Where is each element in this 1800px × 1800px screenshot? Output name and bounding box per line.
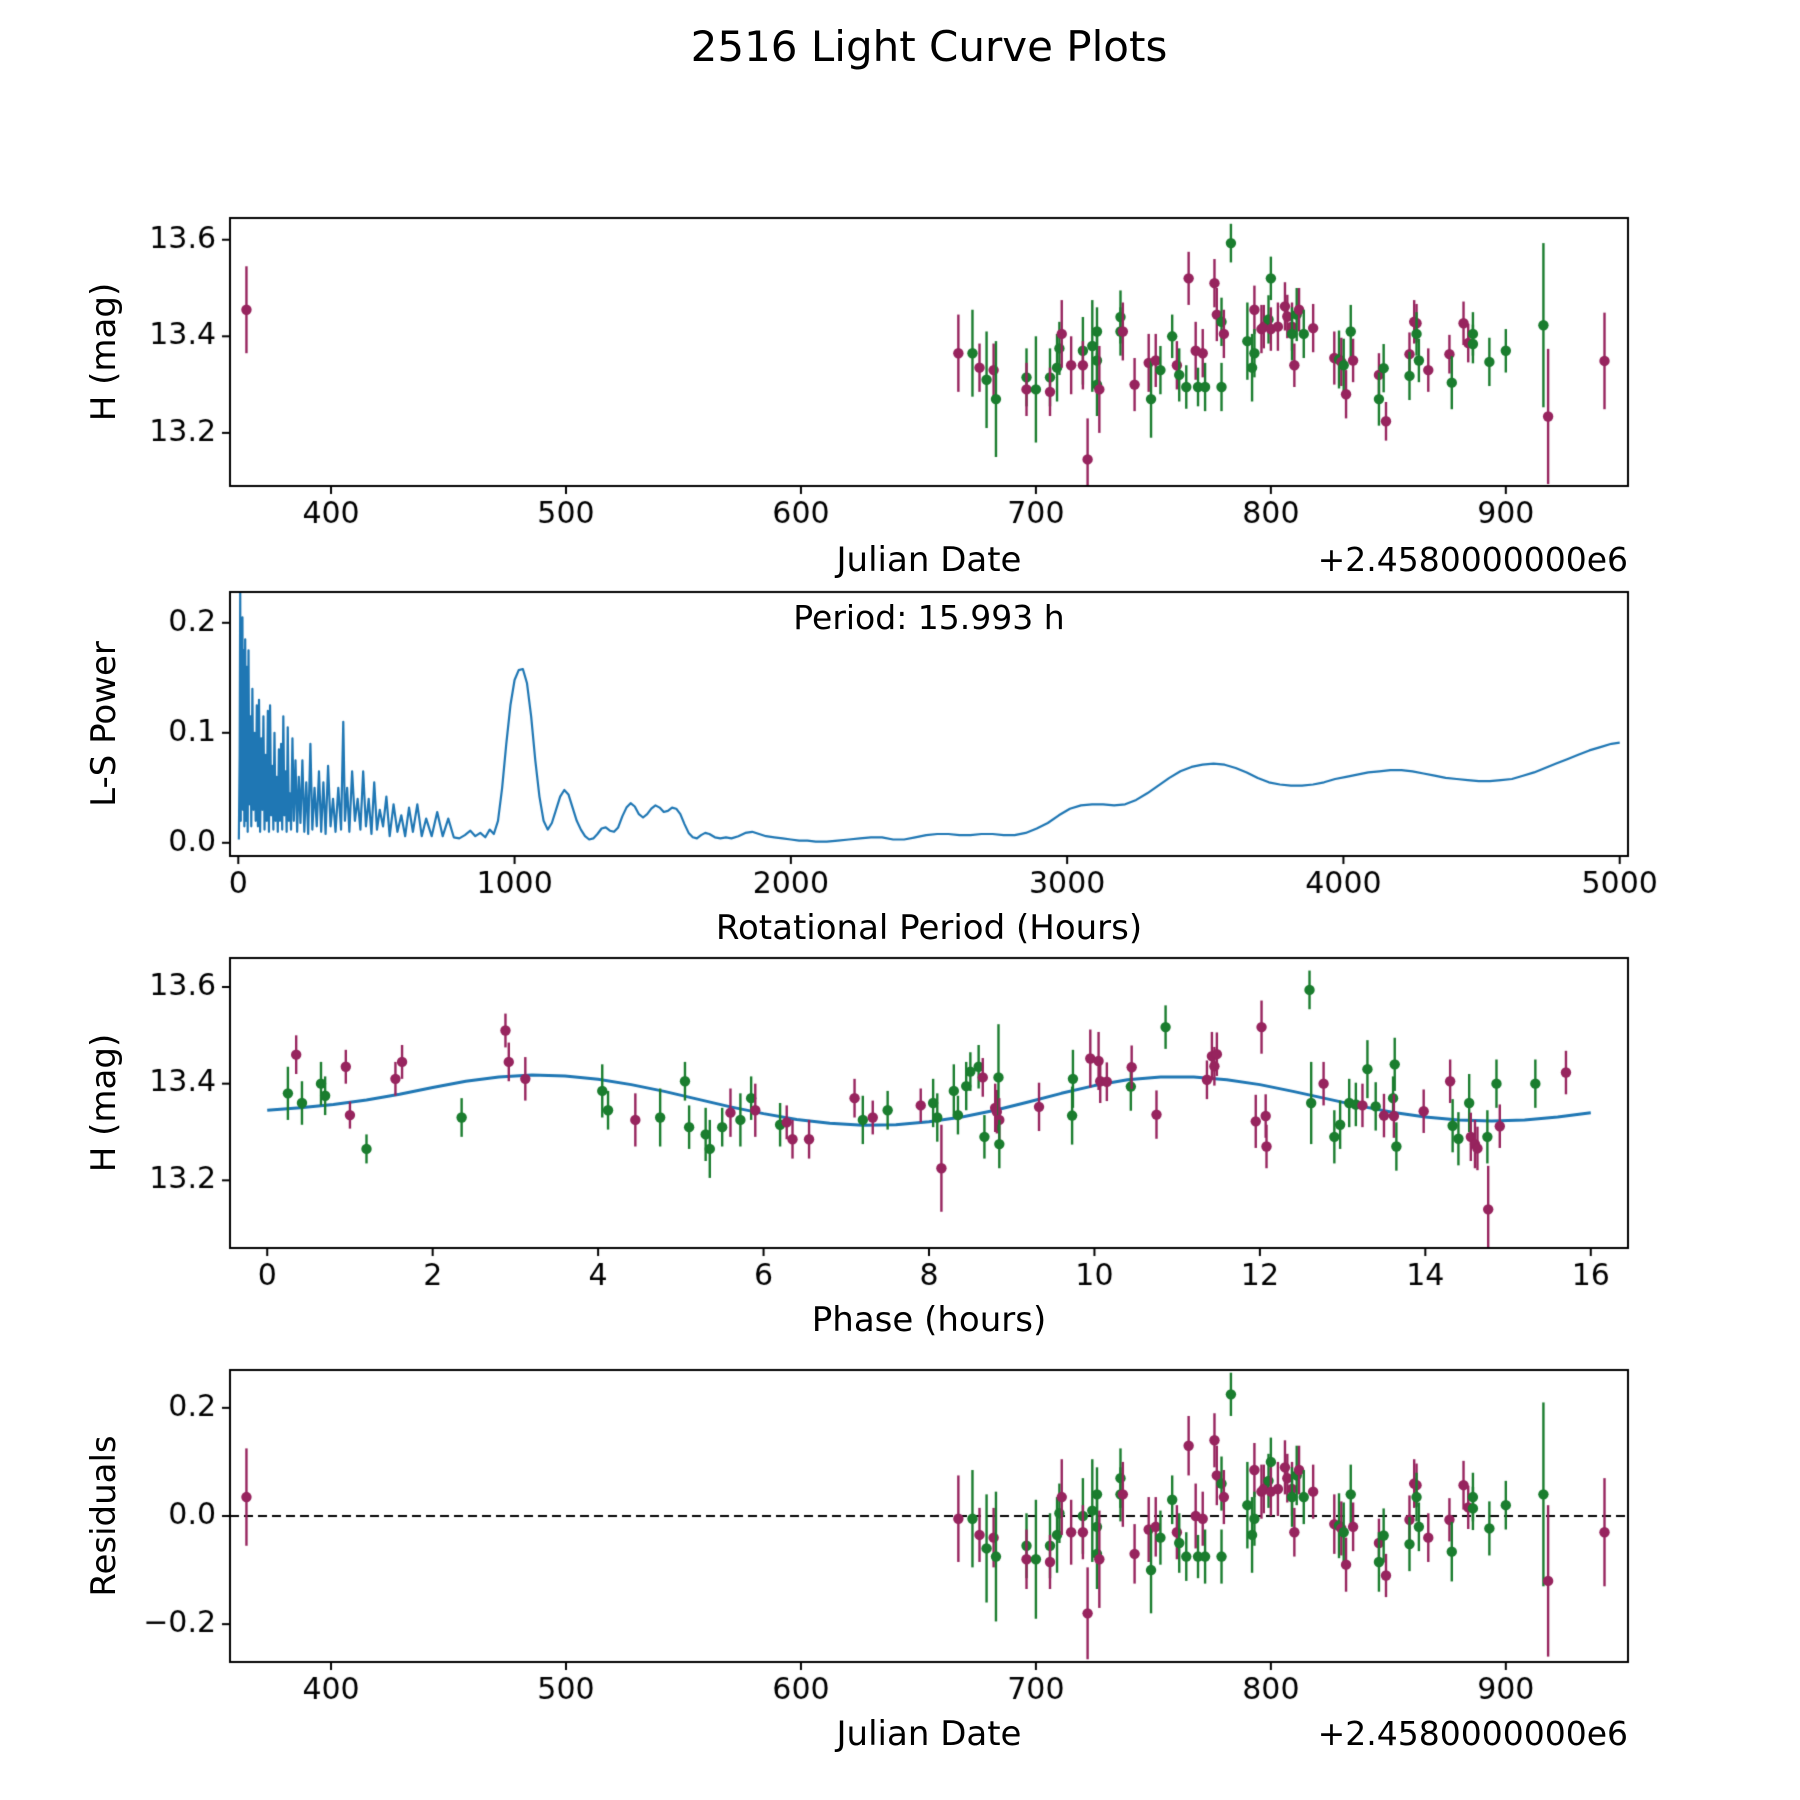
x-axis-label-residuals: Julian Date	[836, 1714, 1022, 1754]
y-axis-label-photometry: H (mag)	[84, 282, 124, 422]
x-offset-text-photometry: +2.4580000000e6	[1317, 540, 1628, 579]
y-axis-label-periodogram: L-S Power	[84, 641, 124, 807]
x-axis-label-photometry: Julian Date	[836, 540, 1022, 580]
period-annotation: Period: 15.993 h	[793, 598, 1065, 637]
x-offset-text-residuals: +2.4580000000e6	[1317, 1714, 1628, 1753]
y-axis-label-phase: H (mag)	[84, 1033, 124, 1173]
y-axis-label-residuals: Residuals	[84, 1435, 124, 1597]
x-axis-label-phase: Phase (hours)	[811, 1300, 1047, 1340]
x-axis-label-periodogram: Rotational Period (Hours)	[715, 908, 1143, 948]
figure-title: 2516 Light Curve Plots	[690, 22, 1168, 71]
